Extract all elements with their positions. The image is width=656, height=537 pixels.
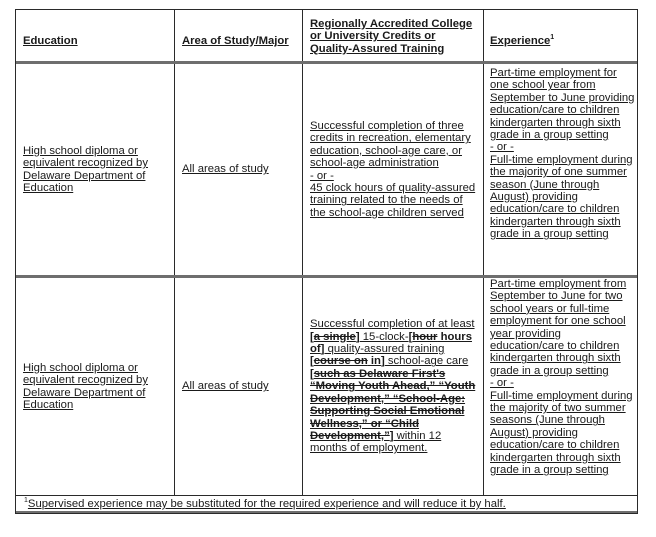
header-credits-training: Regionally Accredited College or University Credits or Quality-Assured Training: [303, 10, 484, 61]
credits-cell: Successful completion of three credits in recreation, elementary education, school-age care, or school-age administration - or - 45 clock hours of quality-assured training related to the needs of the school-age children served: [303, 64, 484, 275]
footnote-mark: 1: [550, 33, 555, 41]
table-header-row: [16, 10, 637, 64]
education-cell: High school diploma or equivalent recognized by Delaware Department of Education: [16, 278, 175, 495]
table-footnote: $^1$Supervised experience may be substituted for the required experience and will reduce it by half.: [16, 495, 637, 513]
header-experience: Experience$^1$: [490, 33, 555, 47]
deleted-text: hour: [412, 330, 438, 343]
header-education: Education: [16, 10, 175, 61]
footnote-mark: 1: [24, 497, 28, 504]
inserted-text: hours of: [310, 330, 472, 356]
area-cell: All areas of study: [175, 64, 303, 275]
deleted-text: such as Delaware First's “Moving Youth Ahead,” “Youth Development,” “School-Age: Supporting Social Emotional Wellness,” or “Child Development,”: [310, 367, 476, 442]
credits-cell-amended: Successful completion of at least [a single] 15-clock-[hour hours of] quality-assured training [course on in] school-age care [such as Delaware First's “Moving Youth Ahead,” “Youth Development,” “School-Age: Supporting Social Emotional Wellness,” or “Child Development,”] within 12 months of employment.: [303, 278, 484, 495]
education-cell: High school diploma or equivalent recognized by Delaware Department of Education: [16, 64, 175, 275]
deleted-text: a single: [313, 330, 356, 343]
deleted-text: course on: [313, 355, 368, 368]
experience-cell: Part-time employment from September to June for two school years or full-time employment for one school year providing education/care to children kindergarten through sixth grade in a group setting - or - Full-time employment during the majority of two summer seasons (June through August) providing education/care to children kindergarten through sixth grade in a group setting: [490, 278, 633, 477]
requirements-table: [15, 9, 638, 514]
header-area-of-study: Area of Study/Major: [175, 10, 303, 61]
area-cell: All areas of study: [175, 278, 303, 495]
table-row: [16, 278, 637, 495]
experience-cell: Part-time employment for one school year from September to June providing education/care to children kindergarten through sixth grade in a group setting - or - Full-time employment during the majority of one summer season (June through August) providing education/care to children kindergarten through sixth grade in a group setting: [490, 67, 635, 241]
inserted-text: in: [367, 355, 381, 368]
table-row: [16, 64, 637, 278]
